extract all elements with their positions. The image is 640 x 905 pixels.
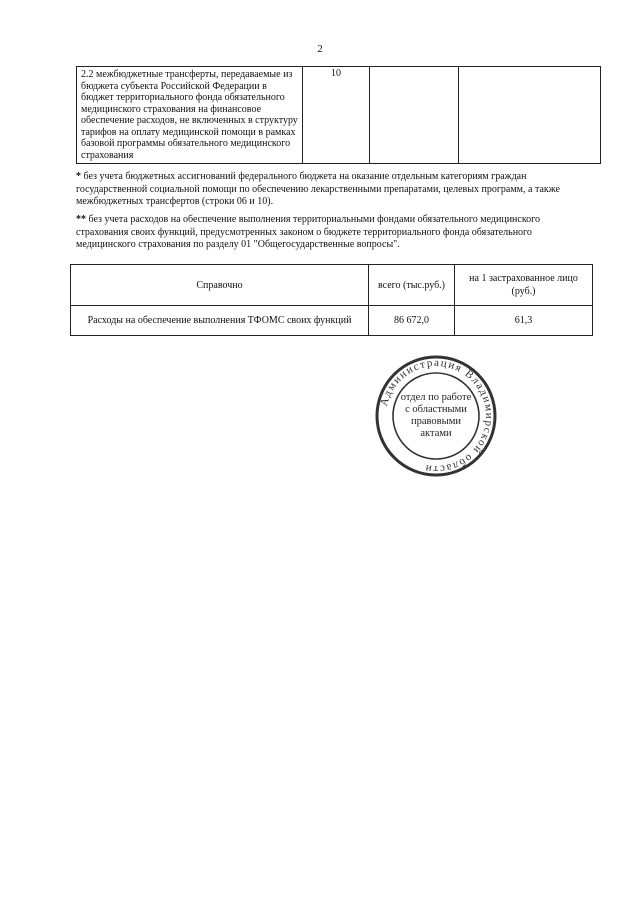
footnote-1 — [76, 171, 586, 209]
reference-row-per-person: 61,3 — [455, 306, 593, 336]
stamp-center-text — [393, 392, 479, 440]
budget-table — [76, 66, 601, 164]
stamp-line: отдел по работе — [400, 392, 472, 403]
page-number: 2 — [317, 43, 323, 55]
row-value-1 — [370, 67, 459, 164]
table-row — [71, 306, 593, 336]
reference-header-row — [71, 265, 593, 306]
reference-row-total: 86 672,0 — [369, 306, 455, 336]
footnote-2-mark: ** — [76, 214, 86, 225]
footnote-2 — [76, 214, 586, 252]
row-description: 2.2 межбюджетные трансферты, передаваемые из бюджета субъекта Российской Федерации в бюджет территориального фонда обязательного медицинского страхования на финансовое обеспечение расходов, не включенных в структуру тарифов на оплату медицинской помощи в рамках базовой программы обязательного медицинского страхования — [77, 67, 303, 164]
stamp-line: с областными — [405, 404, 467, 415]
footnote-1-mark: * — [76, 171, 81, 182]
reference-header-per-person: на 1 застрахованное лицо (руб.) — [455, 265, 593, 306]
table-row — [77, 67, 601, 164]
footnote-2-text: без учета расходов на обеспечение выполнения территориальными фондами обязательного медицинского страхования своих функций, предусмотренных законом о бюджете территориального фонда обязательного медицинского страхования по разделу 01 "Общегосударственные вопросы". — [76, 214, 541, 250]
row-value-2 — [459, 67, 601, 164]
stamp-line: актами — [420, 428, 452, 439]
reference-table — [70, 264, 593, 336]
reference-header-label: Справочно — [71, 265, 369, 306]
reference-header-total: всего (тыс.руб.) — [369, 265, 455, 306]
stamp-line: правовыми — [411, 416, 461, 427]
stamp-ring-text: Администрация Владимирской области — [378, 356, 496, 476]
reference-row-label: Расходы на обеспечение выполнения ТФОМС своих функций — [71, 306, 369, 336]
footnote-1-text: без учета бюджетных ассигнований федерального бюджета на оказание отдельным категориям граждан государственной социальной помощи по обеспечению лекарственными препаратами, целевых программ, а также межбюджетных трансфертов (строки 06 и 10). — [76, 171, 560, 207]
row-code: 10 — [303, 67, 370, 164]
